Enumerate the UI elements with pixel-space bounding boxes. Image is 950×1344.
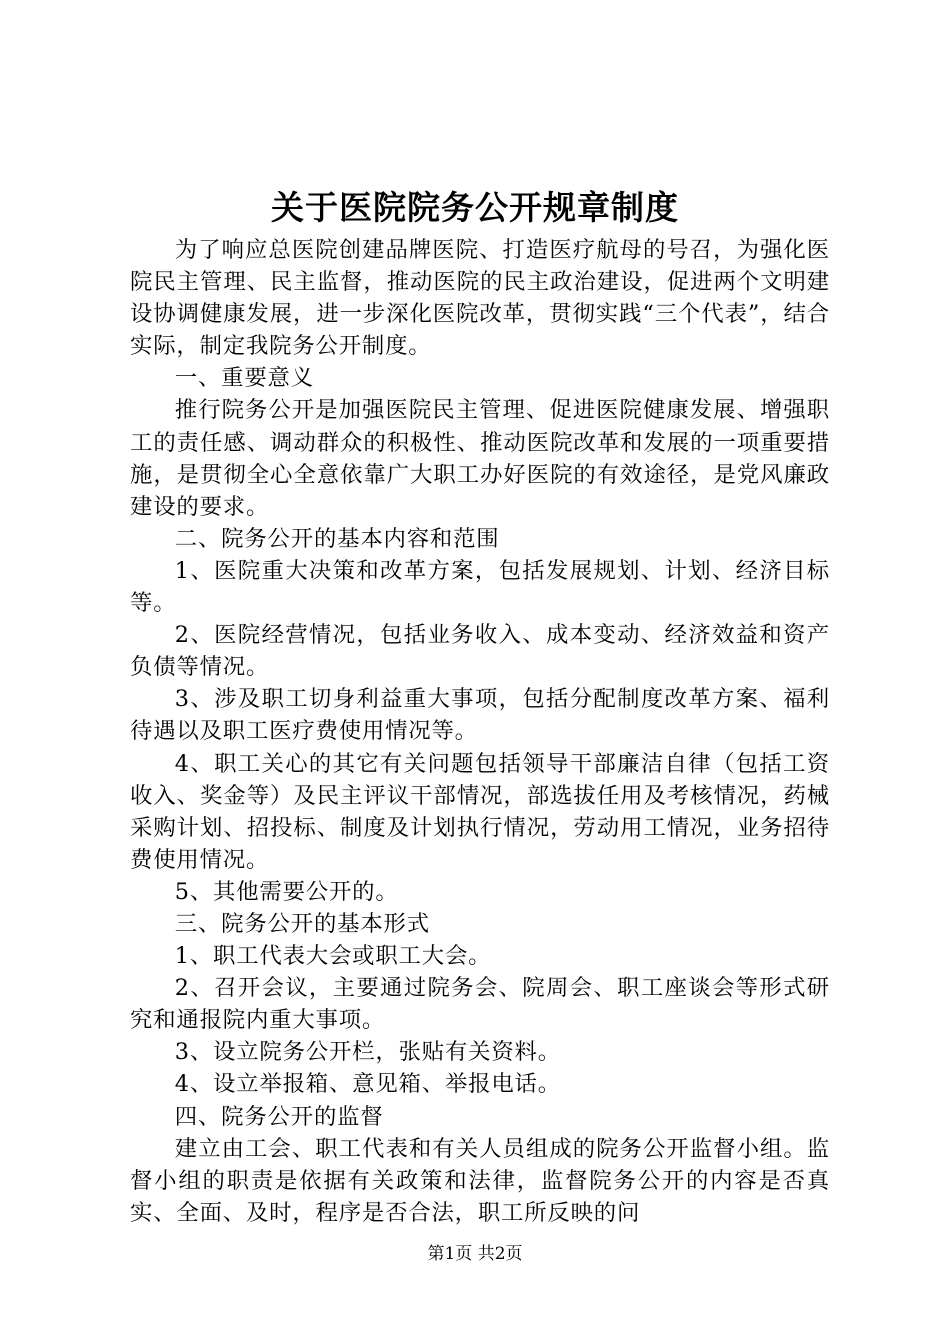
list-item: 1、医院重大决策和改革方案，包括发展规划、计划、经济目标等。: [130, 557, 830, 617]
list-item: 3、设立院务公开栏，张贴有关资料。: [174, 1039, 561, 1066]
list-item: 2、医院经营情况，包括业务收入、成本变动、经济效益和资产负债等情况。: [130, 622, 830, 681]
list-item: 5、其他需要公开的。: [174, 878, 399, 905]
section-heading-3: 三、院务公开的基本形式: [174, 910, 430, 937]
section-heading-1: 一、重要意义: [174, 365, 314, 392]
document-title: 关于医院院务公开规章制度: [271, 188, 679, 227]
paragraph-intro: 为了响应总医院创建品牌医院、打造医疗航母的号召，为强化医院民主管理、民主监督，推动医院的民主政治建设，促进两个文明建设协调健康发展，进一步深化医院改革，贯彻实践“三个代表”，结合实际，制定我院务公开制度。: [130, 237, 830, 360]
paragraph-supervision: 建立由工会、职工代表和有关人员组成的院务公开监督小组。监督小组的职责是依据有关政策和法律，监督院务公开的内容是否真实、全面、及时，程序是否合法，职工所反映的问: [130, 1135, 830, 1226]
list-item: 4、设立举报箱、意见箱、举报电话。: [174, 1071, 561, 1098]
document-body: [130, 234, 830, 1229]
paragraph-significance: 推行院务公开是加强医院民主管理、促进医院健康发展、增强职工的责任感、调动群众的积极性、推动医院改革和发展的一项重要措施，是贯彻全心全意依靠广大职工办好医院的有效途径，是党风廉政建设的要求。: [130, 397, 830, 520]
page-number-footer: 第1页 共2页: [427, 1244, 523, 1264]
list-item: 3、涉及职工切身利益重大事项，包括分配制度改革方案、福利待遇以及职工医疗费使用情况等。: [130, 686, 830, 745]
section-heading-2: 二、院务公开的基本内容和范围: [174, 525, 500, 552]
list-item: 1、职工代表大会或职工大会。: [174, 943, 492, 970]
list-item: 4、职工关心的其它有关问题包括领导干部廉洁自律（包括工资收入、奖金等）及民主评议干部情况，部选拔任用及考核情况，药械采购计划、招投标、制度及计划执行情况，劳动用工情况，业务招待费使用情况。: [130, 750, 830, 873]
section-heading-4: 四、院务公开的监督: [174, 1103, 384, 1130]
list-item: 2、召开会议，主要通过院务会、院周会、职工座谈会等形式研究和通报院内重大事项。: [130, 975, 830, 1034]
